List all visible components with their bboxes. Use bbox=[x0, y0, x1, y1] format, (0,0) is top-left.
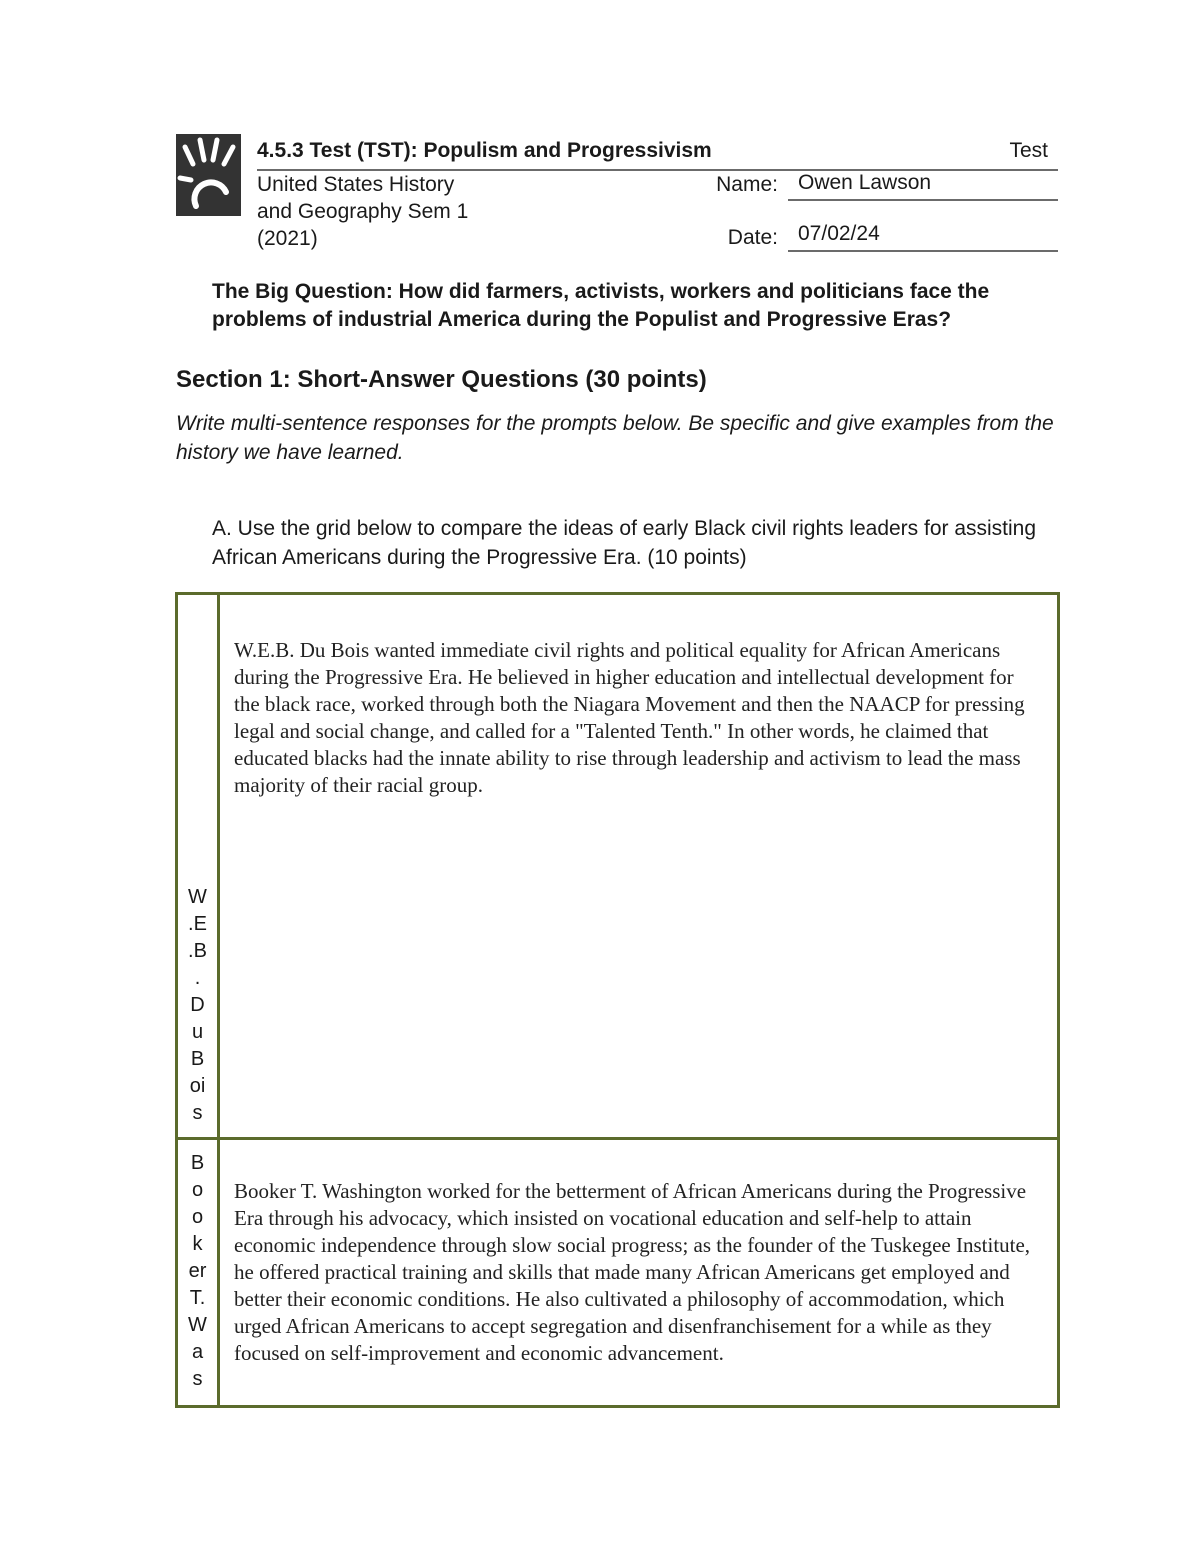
name-label: Name: bbox=[716, 173, 778, 196]
course-name bbox=[257, 171, 507, 252]
comparison-grid bbox=[175, 592, 1060, 1408]
leader-name-fragment: D bbox=[190, 994, 205, 1016]
leader-name-fragment: .B bbox=[188, 940, 207, 962]
leader-name-fragment: u bbox=[191, 1021, 204, 1043]
grid-row-washington bbox=[178, 1140, 1057, 1405]
test-title: 4.5.3 Test (TST): Populism and Progressivism bbox=[257, 139, 712, 162]
answer-text[interactable]: W.E.B. Du Bois wanted immediate civil rights and political equality for African Americans during the Progressive Era. He believed in higher education and intellectual development for the black race, worked through both the Niagara Movement and then the NAACP for pressing legal and social change, and called for a "Talented Tenth." In other words, he claimed that educated blacks had the innate ability to rise through leadership and activism to lead the mass majority of their racial group. bbox=[234, 638, 1025, 797]
course-line: and Geography Sem 1 bbox=[257, 200, 469, 223]
date-label: Date: bbox=[727, 226, 778, 249]
test-title-bar bbox=[257, 139, 1058, 171]
answer-text[interactable]: Booker T. Washington worked for the betterment of African Americans during the Progressive Era through his advocacy, which insisted on vocational education and self-help to attain economic independence through slow social progress; as the founder of the Tuskegee Institute, he offered practical training and skills that made many African Americans get employed and better their economic conditions. He also cultivated a philosophy of accommodation, which urged African Americans to accept segregation and disenfranchisement for a while as they focused on self-improvement and economic advancement. bbox=[234, 1179, 1031, 1365]
leader-name-fragment: o bbox=[191, 1179, 204, 1201]
leader-name-fragment: s bbox=[192, 1368, 203, 1390]
big-question: The Big Question: How did farmers, activists, workers and politicians face the problems of industrial America during the Populist and Progressive Eras? bbox=[212, 280, 990, 331]
section-title: Section 1: Short-Answer Questions (30 points) bbox=[176, 366, 707, 393]
question-prompt: A. Use the grid below to compare the ideas of early Black civil rights leaders for assisting African Americans during the Progressive Era. (10 points) bbox=[212, 517, 1037, 569]
leader-name-fragment: W bbox=[188, 1314, 207, 1336]
leader-name-fragment: .E bbox=[188, 913, 207, 935]
leader-name-fragment: oi bbox=[189, 1075, 206, 1097]
sunburst-logo-icon bbox=[176, 134, 241, 216]
leader-name-fragment: . bbox=[194, 967, 201, 989]
course-line: (2021) bbox=[257, 227, 318, 250]
test-kind: Test bbox=[1009, 139, 1048, 162]
date-field[interactable]: 07/02/24 bbox=[788, 222, 1058, 252]
grid-row-du-bois bbox=[178, 595, 1057, 1140]
leader-name-fragment: s bbox=[192, 1102, 203, 1124]
name-field[interactable]: Owen Lawson bbox=[788, 171, 1058, 201]
leader-name-fragment: B bbox=[190, 1152, 205, 1174]
leader-name-fragment: k bbox=[192, 1233, 203, 1255]
leader-name-fragment: o bbox=[191, 1206, 204, 1228]
course-line: United States History bbox=[257, 173, 455, 196]
leader-name-fragment: B bbox=[190, 1048, 205, 1070]
leader-name-fragment: er bbox=[188, 1260, 207, 1282]
leader-name-fragment: a bbox=[191, 1341, 204, 1363]
leader-name-fragment: W bbox=[188, 886, 207, 908]
leader-name-cell bbox=[178, 595, 220, 1137]
section-instructions: Write multi-sentence responses for the prompts below. Be specific and give examples from the history we have learned. bbox=[176, 412, 1054, 464]
leader-name-fragment: T. bbox=[189, 1287, 206, 1309]
leader-name-cell bbox=[178, 1140, 220, 1405]
